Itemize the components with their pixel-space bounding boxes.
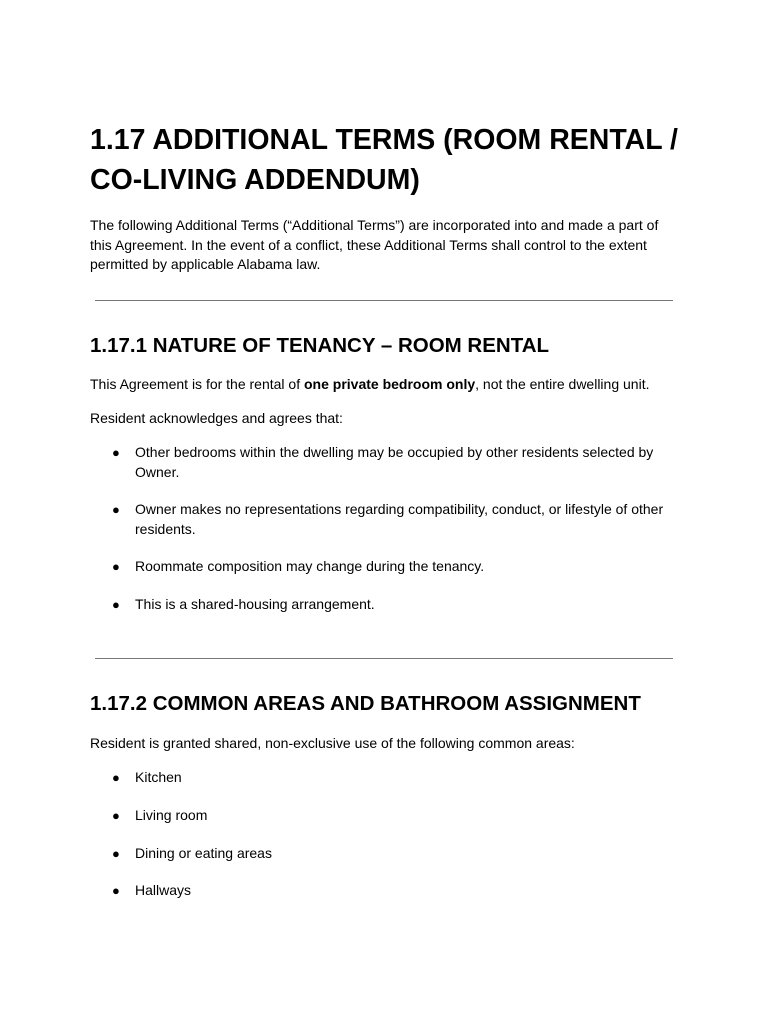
section-heading-common-areas: 1.17.2 COMMON AREAS AND BATHROOM ASSIGNMENT: [90, 692, 641, 715]
list-item-text: Kitchen: [135, 769, 182, 785]
section-divider: [95, 658, 673, 659]
bullet-icon: ●: [112, 559, 120, 574]
intro-paragraph: The following Additional Terms (“Additional Terms”) are incorporated into and made a part of this Agreement. In the event of a conflict, these Additional Terms shall control to the extent permitted by applicable Alabama law.: [90, 217, 659, 272]
bullet-icon: ●: [112, 597, 120, 612]
list-item-text: Roommate composition may change during the tenancy.: [135, 558, 485, 574]
bullet-icon: ●: [112, 770, 120, 785]
list-item-text: Other bedrooms within the dwelling may be occupied by other residents selected by Owner.: [135, 444, 654, 480]
room-rental-paragraph: [90, 375, 680, 395]
bullet-icon: ●: [112, 808, 120, 823]
list-item-text: This is a shared-housing arrangement.: [135, 596, 375, 612]
acknowledges-paragraph: Resident acknowledges and agrees that:: [90, 410, 343, 426]
room-rental-bold: one private bedroom only: [304, 376, 476, 392]
bullet-icon: ●: [112, 883, 120, 898]
bullet-icon: ●: [112, 445, 120, 460]
section-heading-nature-of-tenancy: 1.17.1 NATURE OF TENANCY – ROOM RENTAL: [90, 334, 550, 357]
list-item-text: Hallways: [135, 882, 192, 898]
bullet-icon: ●: [112, 502, 120, 517]
bullet-icon: ●: [112, 846, 120, 861]
section-divider: [95, 300, 673, 301]
room-rental-suffix: , not the entire dwelling unit.: [475, 376, 650, 392]
list-item-text: Owner makes no representations regarding compatibility, conduct, or lifestyle of other residents.: [135, 501, 664, 537]
list-item-text: Living room: [135, 807, 208, 823]
list-item-text: Dining or eating areas: [135, 845, 272, 861]
document-title: 1.17 ADDITIONAL TERMS (ROOM RENTAL / CO-LIVING ADDENDUM): [90, 124, 678, 196]
common-areas-paragraph: Resident is granted shared, non-exclusive use of the following common areas:: [90, 735, 575, 751]
room-rental-prefix: This Agreement is for the rental of: [90, 376, 304, 392]
